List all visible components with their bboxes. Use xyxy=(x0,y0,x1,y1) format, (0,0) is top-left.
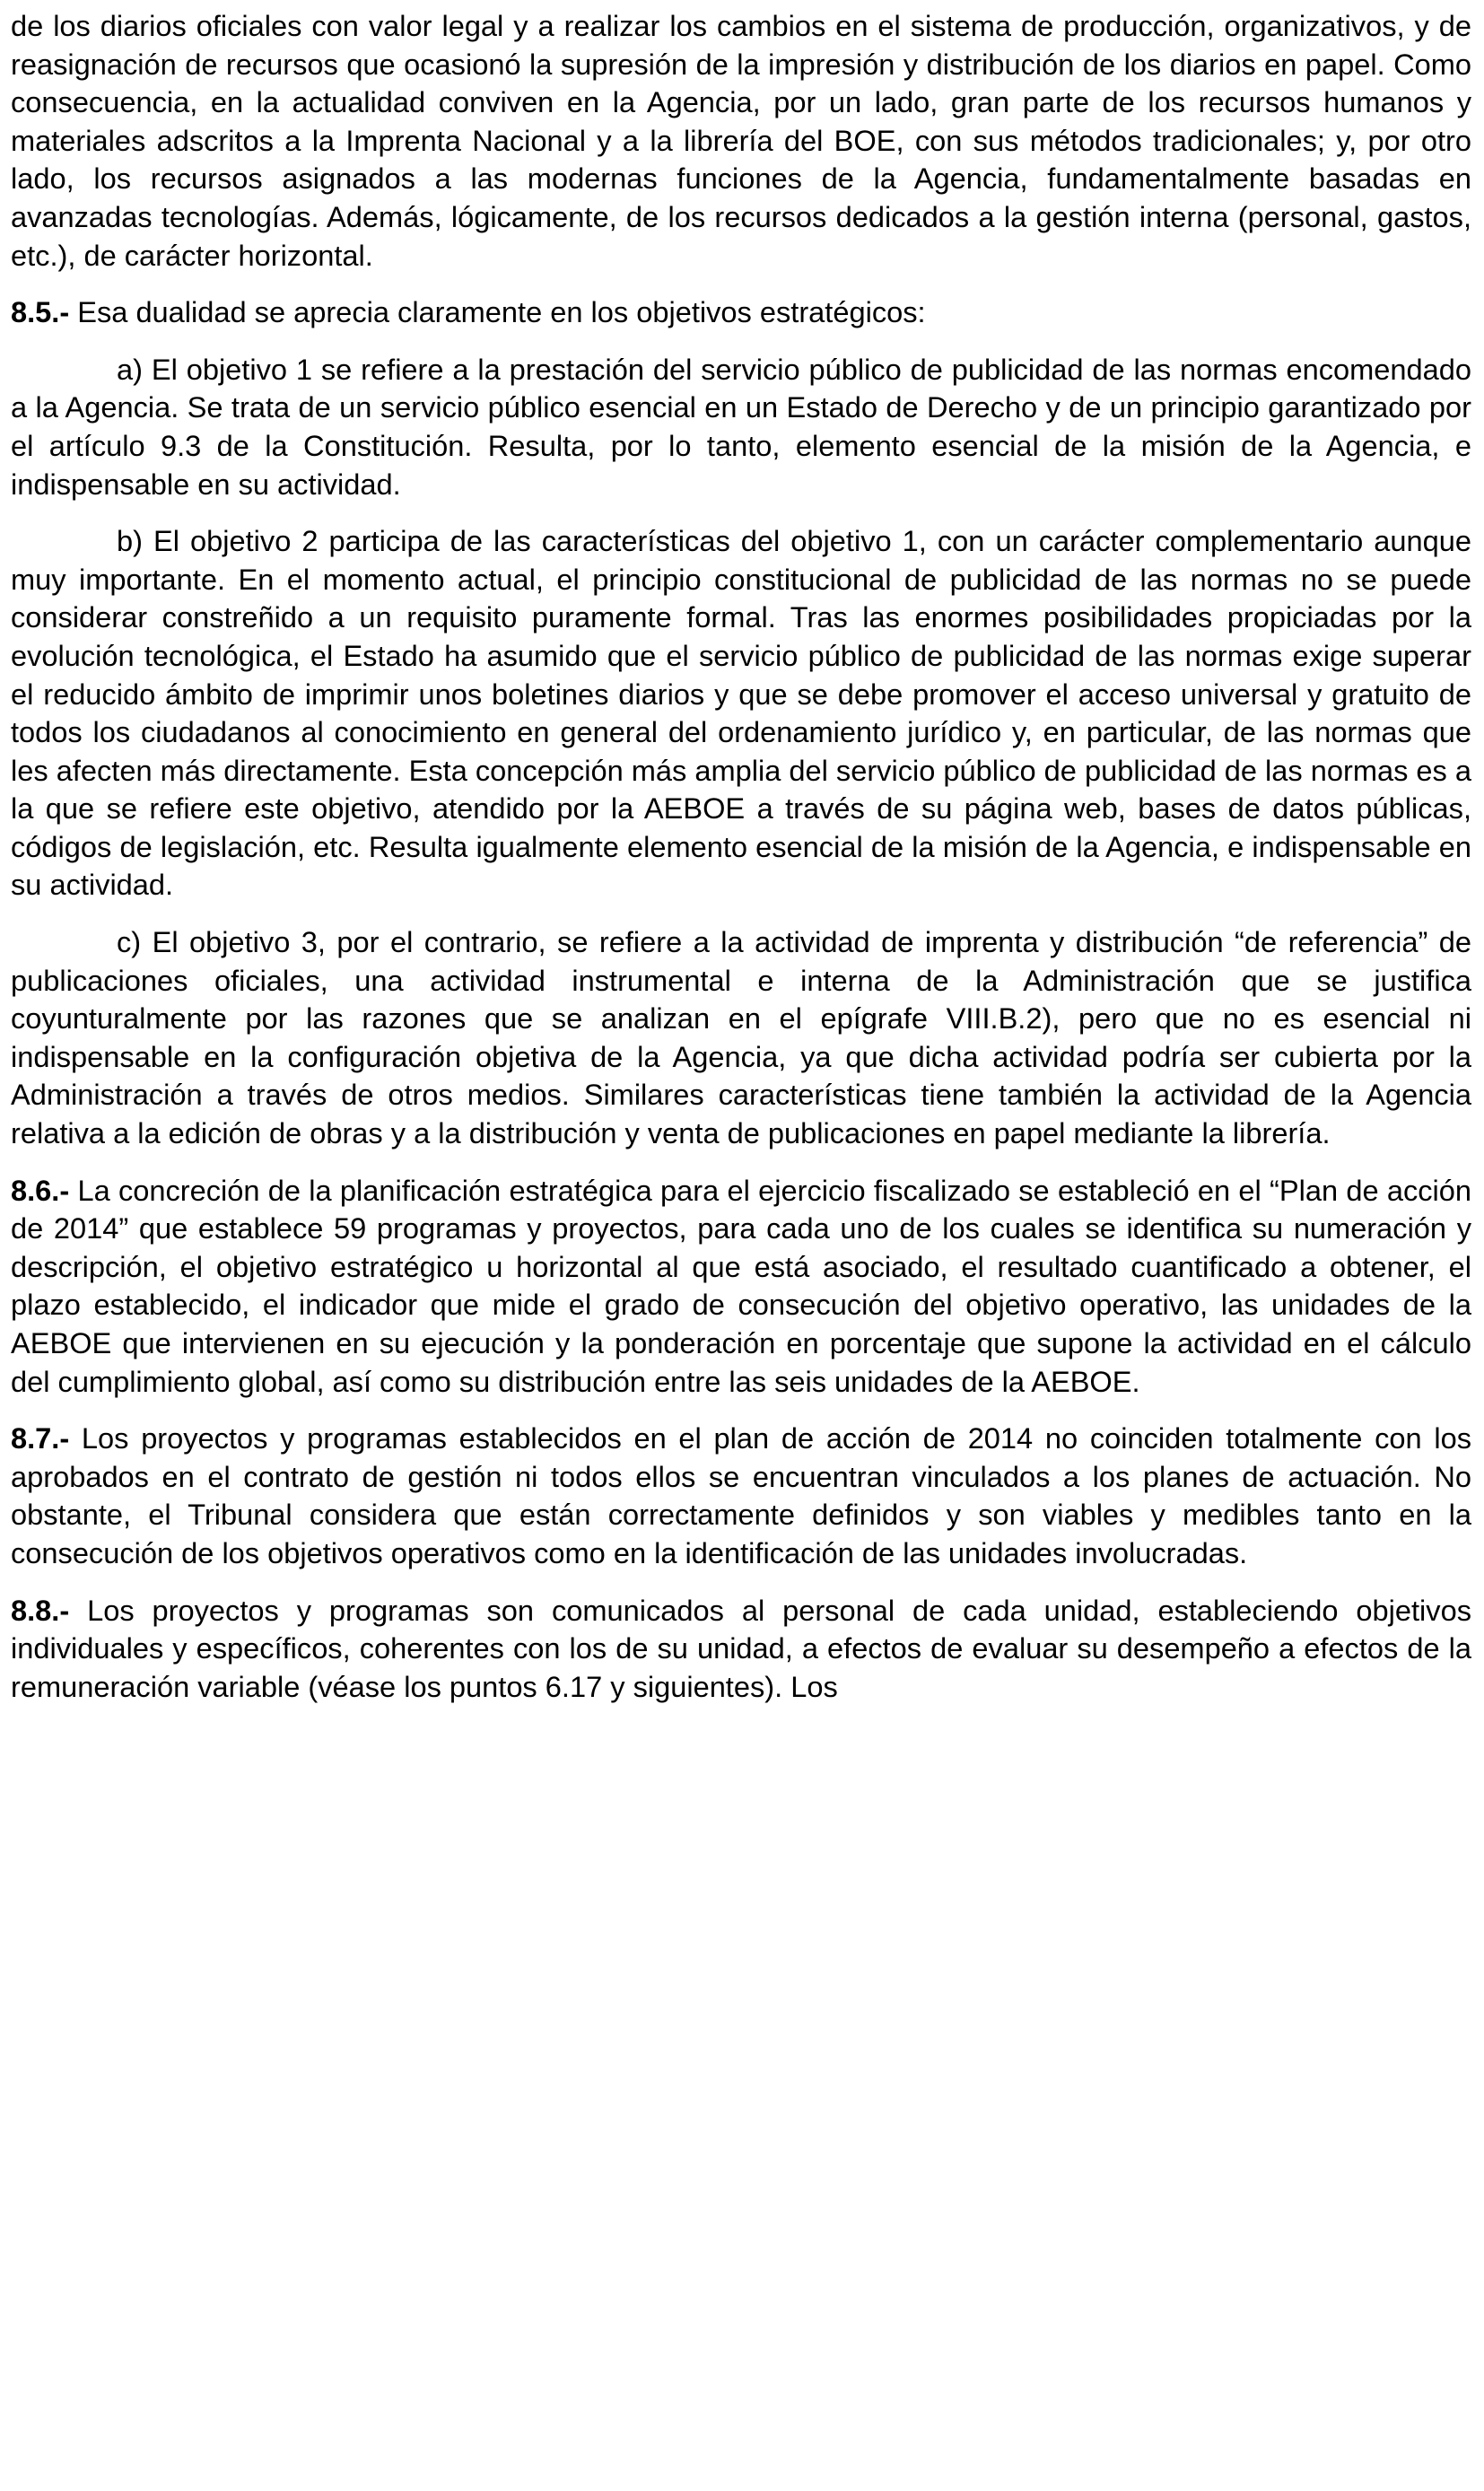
objective-item-a: a) El objetivo 1 se refiere a la prestación del servicio público de publicidad de las normas encomendado a la Agencia. Se trata de un servicio público esencial en un Estado de Derecho y de un principio garantizado por el artículo 9.3 de la Constitución. Resulta, por lo tanto, elemento esencial de la misión de la Agencia, e indispensable en su actividad. xyxy=(11,352,1471,501)
document-page xyxy=(11,7,1471,1725)
section-text: La concreción de la planificación estratégica para el ejercicio fiscalizado se estableció en el “Plan de acción de 2014” que establece 59 programas y proyectos, para cada uno de los cuales se identifica su numeración y descripción, el objetivo estratégico u horizontal al que está asociado, el resultado cuantificado a obtener, el plazo establecido, el indicador que mide el grado de consecución del objetivo operativo, las unidades de la AEBOE que intervienen en su ejecución y la ponderación en porcentaje que supone la actividad en el cálculo del cumplimiento global, así como su distribución entre las seis unidades de la AEBOE. xyxy=(11,1173,1471,1398)
section-text: Los proyectos y programas establecidos en el plan de acción de 2014 no coinciden totalmente con los aprobados en el contrato de gestión ni todos ellos se encuentran vinculados a los planes de actuación. No obstante, el Tribunal considera que están correctamente definidos y son viables y medibles tanto en la consecución de los objetivos operativos como en la identificación de las unidades involucradas. xyxy=(11,1421,1471,1569)
section-number: 8.7.- xyxy=(11,1421,70,1455)
objective-item-b: b) El objetivo 2 participa de las características del objetivo 1, con un carácter complementario aunque muy importante. En el momento actual, el principio constitucional de publicidad de las normas no se puede considerar constreñido a un requisito puramente formal. Tras las enormes posibilidades propiciadas por la evolución tecnológica, el Estado ha asumido que el servicio público de publicidad de las normas exige superar el reducido ámbito de imprimir unos boletines diarios y que se debe promover el acceso universal y gratuito de todos los ciudadanos al conocimiento en general del ordenamiento jurídico y, en particular, de las normas que les afecten más directamente. Esta concepción más amplia del servicio público de publicidad de las normas es a la que se refiere este objetivo, atendido por la AEBOE a través de su página web, bases de datos públicas, códigos de legislación, etc. Resulta igualmente elemento esencial de la misión de la Agencia, e indispensable en su actividad. xyxy=(11,524,1471,902)
objective-item-c: c) El objetivo 3, por el contrario, se refiere a la actividad de imprenta y distribución “de referencia” de publicaciones oficiales, una actividad instrumental e interna de la Administración que se justifica coyunturalmente por las razones que se analizan en el epígrafe VIII.B.2), pero que no es esencial ni indispensable en la configuración objetiva de la Agencia, ya que dicha actividad podría ser cubierta por la Administración a través de otros medios. Similares características tiene también la actividad de la Agencia relativa a la edición de obras y a la distribución y venta de publicaciones en papel mediante la librería. xyxy=(11,925,1471,1150)
section-number: 8.8.- xyxy=(11,1593,70,1627)
section-number: 8.5.- xyxy=(11,295,70,329)
section-8-6 xyxy=(11,1172,1471,1402)
section-number: 8.6.- xyxy=(11,1173,70,1207)
section-8-7 xyxy=(11,1420,1471,1572)
section-8-8 xyxy=(11,1592,1471,1707)
section-8-5 xyxy=(11,293,1471,332)
section-text: Esa dualidad se aprecia claramente en los objetivos estratégicos: xyxy=(69,295,926,329)
section-text: Los proyectos y programas son comunicados al personal de cada unidad, estableciendo objetivos individuales y específicos, coherentes con los de su unidad, a efectos de evaluar su desempeño a efectos de la remuneración variable (véase los puntos 6.17 y siguientes). Los xyxy=(11,1593,1471,1703)
paragraph-intro: de los diarios oficiales con valor legal y a realizar los cambios en el sistema de producción, organizativos, y de reasignación de recursos que ocasionó la supresión de la impresión y distribución de los diarios en papel. Como consecuencia, en la actualidad conviven en la Agencia, por un lado, gran parte de los recursos humanos y materiales adscritos a la Imprenta Nacional y a la librería del BOE, con sus métodos tradicionales; y, por otro lado, los recursos asignados a las modernas funciones de la Agencia, fundamentalmente basadas en avanzadas tecnologías. Además, lógicamente, de los recursos dedicados a la gestión interna (personal, gastos, etc.), de carácter horizontal. xyxy=(11,9,1471,272)
